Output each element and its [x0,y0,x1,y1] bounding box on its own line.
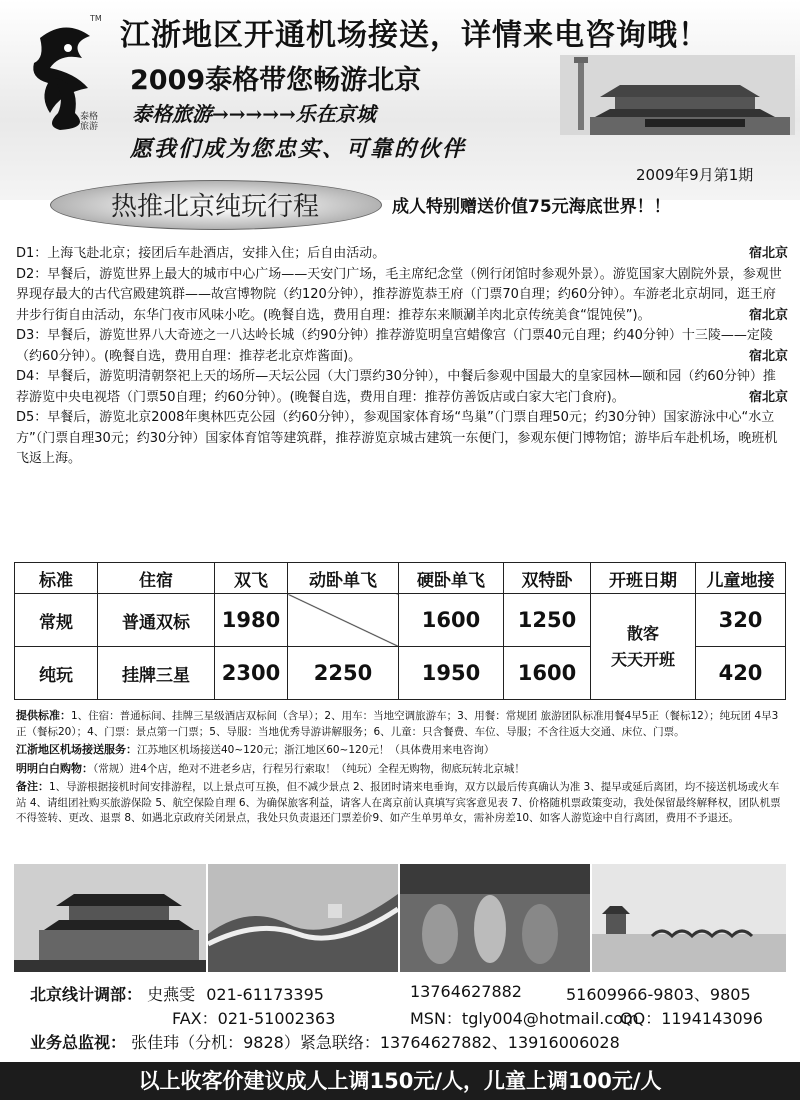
price-cell: 1600 [504,647,591,700]
slogan-line2: 愿我们成为您忠实、可靠的伙伴 [130,136,467,162]
col-header: 硬卧单飞 [399,563,504,594]
contact-line-3 [30,1030,620,1053]
day-text: 上海飞赴北京；接团后车赴酒店，安排入住；后自由活动。 [47,246,386,261]
note-paragraph [16,761,788,778]
schedule-cell [591,594,696,700]
notes-section [16,708,788,829]
schedule-line: 天天开班 [610,649,675,669]
contact-line-1 [30,982,324,1005]
hotel-cell: 挂牌三星 [98,647,215,700]
col-header: 儿童地接 [696,563,786,594]
col-header: 动卧单飞 [288,563,399,594]
msn-address: MSN：tgly004@hotmail.com [410,1009,639,1028]
day-text: 早餐后，游览世界八大奇迹之一八达岭长城（约90分钟）推荐游览明皇宫蜡像宫（门票40元自理；约40分钟）十三陵——定陵（约60分钟）。(晚餐自选，费用自理：推荐老北京炸酱面)。 [16,328,773,364]
note-text: 1、导游根据接机时间安排游程，以上景点可互换，但不减少景点 2、报团时请来电垂询，双方以最后传真确认为准 3、提早或延后离团，均不接送机场或火车站 4、请组团社购买旅游保险 5、航空保险自理 6、为确保旅客利益，请客人在离京前认真填写宾客意见表 7、价格随机票政策变动，我处保留最终解释权，团队机票不得签转、更改、退票 8、如遇北京政府关闭景点，我处只负责退还门票差价9、如产生单男单女，需补房差10、如客人游览途中自行离团，费用不予退还。 [16,781,781,824]
price-cell: 1980 [215,594,288,647]
price-cell: 1250 [504,594,591,647]
itinerary-day [16,244,788,265]
col-header: 双飞 [215,563,288,594]
price-cell: 1950 [399,647,504,700]
child-price-cell: 420 [696,647,786,700]
promo-text: 成人特别赠送价值75元海底世界！！ [392,197,671,217]
headline: 江浙地区开通机场接送，详情来电咨询哦！ [120,18,709,53]
price-cell: 2300 [215,647,288,700]
stay-location: 宿北京 [748,307,788,323]
imperial-performance-photo [400,864,590,972]
day-label: D4： [16,369,48,384]
great-wall-photo [208,864,398,972]
mobile-number: 13764627882 [410,982,522,1001]
footer-bar: 以上收客价建议成人上调150元/人，儿童上调100元/人 [0,1062,800,1100]
tag-label: 热推北京纯玩行程 [110,192,319,222]
itinerary-day [16,367,788,408]
col-header: 标准 [15,563,98,594]
note-label: 备注： [16,780,49,793]
note-paragraph [16,779,788,827]
day-label: D2： [16,266,48,282]
note-text: （常规）进4个店，绝对不进老乡店，行程另行索取！（纯玩）全程无购物，彻底玩转北京城！ [93,762,525,775]
day-text: 早餐后，游览北京2008年奥林匹克公园（约60分钟），参观国家体育场“鸟巢”（门票自理50元；约30分钟）国家游泳中心“水立方”（门票自理30元；约30分钟）国家体育馆等建筑群，推荐游览京城古建筑一东便门，参观东便门博物馆；游毕后车赴机场，晚班机飞返上海。 [16,410,778,466]
main-title: 2009泰格带您畅游北京 [130,65,422,96]
slogan-left: 泰格旅游→→→→→乐在京城 [132,102,376,126]
itinerary-day [16,326,788,367]
stay-location: 宿北京 [748,246,788,261]
col-header: 开班日期 [591,563,696,594]
note-text: 江苏地区机场接送40~120元；浙江地区60~120元！（具体费用来电咨询） [137,744,495,756]
stay-location: 宿北京 [748,389,788,405]
day-label: D5： [16,410,48,425]
fax-number: FAX：021-51002363 [172,1009,336,1028]
child-price-cell: 320 [696,594,786,647]
supervisor-text: 张佳玮（分机：9828）紧急联络：13764627882、13916006028 [131,1033,620,1052]
note-label: 明明白白购物： [16,761,93,775]
standard-cell: 纯玩 [15,647,98,700]
note-paragraph [16,742,788,759]
contact-person: 史燕雯 [147,985,196,1004]
summer-palace-photo [592,864,786,972]
col-header: 双特卧 [504,563,591,594]
qq-number: QQ：1194143096 [620,1009,763,1028]
note-paragraph [16,708,788,740]
issue-date: 2009年9月第1期 [636,166,754,184]
tiananmen-photo [14,864,206,972]
day-text: 早餐后，游览明清朝祭祀上天的场所—天坛公园（大门票约30分钟），中餐后参观中国最大的皇家园林—颐和园（约60分钟）推荐游览中央电视塔（门票50自理；约60分钟）。(晚餐自选，费用自理：推荐仿善饭店或白家大宅门食府)。 [16,369,776,405]
hotel-cell: 普通双标 [98,594,215,647]
day-text: 早餐后，游览世界上最大的城市中心广场——天安门广场，毛主席纪念堂（例行闭馆时参观外景）。游览国家大剧院外景，参观世界现存最大的古代宫殿建筑群——故宫博物院（约120分钟），推荐游览恭王府（门票70自理；约60分钟）。车游老北京胡同，逛王府井步行街自由活动，东华门夜市风味小吃。(晚餐自选，费用自理：推荐东来顺涮羊肉北京传统美食“馄饨侯”)。 [16,266,782,323]
col-header: 住宿 [98,563,215,594]
tiananmen-image [560,55,795,135]
trademark-mark: TM [90,14,102,23]
office-phone: 51609966-9803、9805 [566,985,751,1004]
standard-cell: 常规 [15,594,98,647]
note-label: 江浙地区机场接送服务： [16,743,137,756]
table-row [15,594,786,647]
itinerary [16,244,788,470]
schedule-line: 散客 [626,623,659,643]
price-table-header [15,563,786,594]
note-label: 提供标准： [16,709,71,722]
supervisor-label: 业务总监视： [30,1033,127,1052]
day-label: D3： [16,328,48,343]
itinerary-day [16,408,788,470]
empty-price-cell [288,594,399,647]
photo-strip [14,864,786,972]
dept-label: 北京线计调部： [30,985,143,1004]
phone-number: 021-61173395 [206,985,324,1004]
price-cell: 2250 [288,647,399,700]
stay-location: 宿北京 [748,348,788,364]
logo-subtitle: 泰格旅游 [80,112,99,132]
day-label: D1： [16,246,48,261]
itinerary-day [16,265,788,327]
note-text: 1、住宿：普通标间、挂牌三星级酒店双标间（含早）；2、用车：当地空调旅游车；3、用餐：常规团 旅游团队标准用餐4早5正（餐标12）；纯玩团 4早3正（餐标20）；4、门票：景点第一门票；5、导服：当地优秀导游讲解服务；6、儿童：只含餐费、车位、导服；不含往返大交通、床位、门票。 [16,710,779,738]
price-cell: 1600 [399,594,504,647]
price-table [14,562,786,700]
